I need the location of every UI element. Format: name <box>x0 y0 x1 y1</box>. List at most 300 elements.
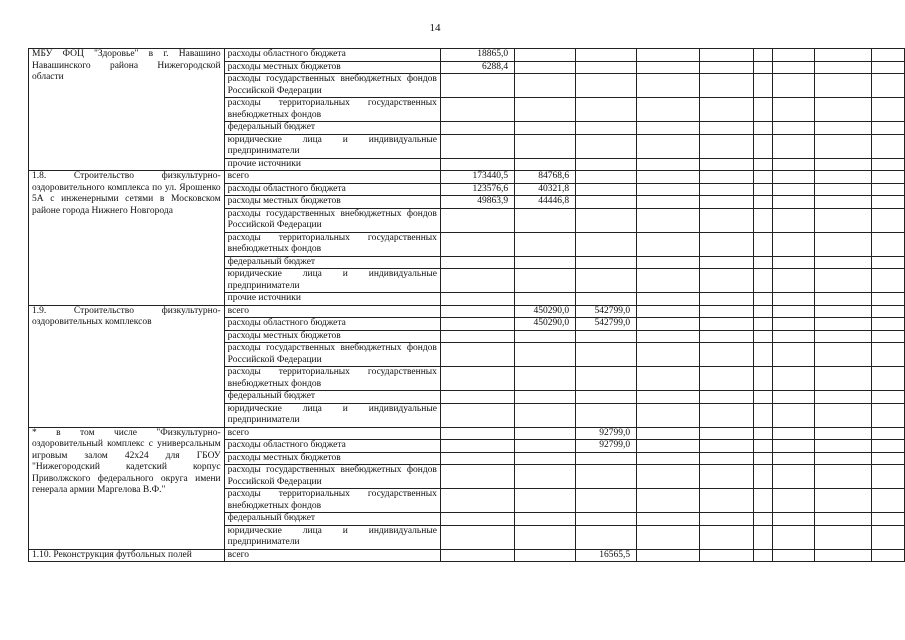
value-cell <box>773 452 815 465</box>
value-cell <box>872 465 905 489</box>
value-cell <box>753 74 772 98</box>
value-cell <box>815 403 872 427</box>
value-cell <box>699 452 753 465</box>
value-cell <box>773 61 815 74</box>
value-cell <box>773 330 815 343</box>
value-cell <box>872 232 905 256</box>
value-cell <box>699 61 753 74</box>
table-row <box>29 549 905 562</box>
value-cell <box>753 269 772 293</box>
value-cell <box>576 525 637 549</box>
value-cell <box>576 208 637 232</box>
value-cell <box>637 256 700 269</box>
value-cell <box>515 134 576 158</box>
value-cell <box>440 134 514 158</box>
table-row <box>29 305 905 318</box>
value-cell <box>773 134 815 158</box>
funding-source-cell: прочие источники <box>224 158 440 171</box>
value-cell <box>753 391 772 404</box>
table-row <box>29 49 905 62</box>
funding-source-cell: расходы местных бюджетов <box>224 330 440 343</box>
value-cell: 49863,9 <box>440 196 514 209</box>
value-cell <box>815 465 872 489</box>
value-cell <box>872 391 905 404</box>
value-cell <box>440 293 514 306</box>
value-cell <box>576 465 637 489</box>
value-cell <box>753 403 772 427</box>
value-cell <box>773 208 815 232</box>
funding-source-cell: расходы государственных внебюджетных фондов Российской Федерации <box>224 465 440 489</box>
value-cell <box>699 171 753 184</box>
value-cell <box>815 367 872 391</box>
value-cell <box>699 134 753 158</box>
value-cell <box>637 525 700 549</box>
value-cell: 6288,4 <box>440 61 514 74</box>
value-cell <box>753 98 772 122</box>
value-cell <box>440 269 514 293</box>
value-cell <box>440 232 514 256</box>
value-cell <box>815 452 872 465</box>
funding-source-cell: расходы территориальных государственных внебюджетных фондов <box>224 232 440 256</box>
value-cell <box>576 122 637 135</box>
value-cell <box>576 74 637 98</box>
value-cell <box>872 330 905 343</box>
value-cell <box>637 134 700 158</box>
value-cell <box>753 134 772 158</box>
value-cell <box>515 61 576 74</box>
value-cell <box>637 208 700 232</box>
value-cell: 173440,5 <box>440 171 514 184</box>
value-cell <box>515 367 576 391</box>
value-cell <box>815 232 872 256</box>
value-cell <box>773 513 815 526</box>
value-cell <box>637 440 700 453</box>
value-cell <box>576 49 637 62</box>
value-cell <box>699 367 753 391</box>
value-cell <box>440 440 514 453</box>
value-cell <box>815 427 872 440</box>
value-cell <box>515 549 576 562</box>
value-cell <box>773 525 815 549</box>
value-cell <box>637 513 700 526</box>
funding-source-cell: юридические лица и индивидуальные предприниматели <box>224 269 440 293</box>
value-cell <box>815 549 872 562</box>
value-cell <box>773 305 815 318</box>
value-cell <box>773 269 815 293</box>
value-cell <box>637 403 700 427</box>
table-row <box>29 427 905 440</box>
value-cell <box>440 489 514 513</box>
value-cell <box>515 269 576 293</box>
value-cell <box>576 171 637 184</box>
value-cell <box>872 305 905 318</box>
funding-source-cell: всего <box>224 427 440 440</box>
value-cell <box>440 525 514 549</box>
value-cell <box>637 318 700 331</box>
value-cell <box>872 403 905 427</box>
value-cell <box>699 98 753 122</box>
value-cell <box>815 171 872 184</box>
value-cell <box>773 465 815 489</box>
value-cell <box>815 330 872 343</box>
value-cell <box>576 403 637 427</box>
value-cell <box>515 427 576 440</box>
object-name-cell: МБУ ФОЦ "Здоровье" в г. Навашино Навашинского района Нижегородской области <box>29 49 225 171</box>
value-cell <box>872 440 905 453</box>
value-cell <box>872 525 905 549</box>
value-cell <box>699 158 753 171</box>
value-cell <box>637 171 700 184</box>
value-cell <box>440 98 514 122</box>
value-cell <box>872 318 905 331</box>
value-cell <box>637 183 700 196</box>
value-cell <box>773 489 815 513</box>
value-cell <box>815 158 872 171</box>
value-cell: 92799,0 <box>576 440 637 453</box>
value-cell <box>440 305 514 318</box>
value-cell <box>773 318 815 331</box>
value-cell <box>515 208 576 232</box>
value-cell <box>753 232 772 256</box>
value-cell <box>872 98 905 122</box>
value-cell <box>815 293 872 306</box>
budget-table <box>28 48 905 562</box>
value-cell <box>637 293 700 306</box>
page-number: 14 <box>429 22 441 34</box>
funding-source-cell: расходы областного бюджета <box>224 318 440 331</box>
value-cell <box>753 330 772 343</box>
value-cell <box>637 343 700 367</box>
value-cell: 44446,8 <box>515 196 576 209</box>
funding-source-cell: расходы государственных внебюджетных фондов Российской Федерации <box>224 208 440 232</box>
value-cell <box>637 465 700 489</box>
value-cell <box>576 134 637 158</box>
value-cell <box>515 49 576 62</box>
value-cell <box>753 49 772 62</box>
value-cell <box>637 74 700 98</box>
value-cell <box>699 208 753 232</box>
value-cell <box>699 49 753 62</box>
value-cell <box>753 293 772 306</box>
value-cell <box>753 440 772 453</box>
value-cell <box>815 318 872 331</box>
value-cell <box>515 440 576 453</box>
funding-source-cell: расходы государственных внебюджетных фондов Российской Федерации <box>224 74 440 98</box>
value-cell <box>699 343 753 367</box>
value-cell <box>440 208 514 232</box>
value-cell <box>515 98 576 122</box>
value-cell <box>699 489 753 513</box>
value-cell <box>872 134 905 158</box>
funding-source-cell: расходы областного бюджета <box>224 49 440 62</box>
value-cell <box>773 158 815 171</box>
value-cell <box>440 330 514 343</box>
value-cell <box>872 489 905 513</box>
value-cell <box>753 427 772 440</box>
value-cell <box>699 525 753 549</box>
value-cell <box>773 122 815 135</box>
value-cell <box>773 232 815 256</box>
value-cell <box>515 465 576 489</box>
value-cell <box>773 427 815 440</box>
value-cell <box>440 318 514 331</box>
value-cell <box>637 330 700 343</box>
value-cell <box>699 440 753 453</box>
value-cell <box>753 208 772 232</box>
value-cell: 84768,6 <box>515 171 576 184</box>
value-cell <box>753 318 772 331</box>
value-cell <box>515 452 576 465</box>
value-cell: 542799,0 <box>576 305 637 318</box>
value-cell <box>576 183 637 196</box>
value-cell <box>699 513 753 526</box>
value-cell <box>637 427 700 440</box>
funding-source-cell: расходы местных бюджетов <box>224 61 440 74</box>
value-cell <box>872 256 905 269</box>
funding-source-cell: расходы государственных внебюджетных фондов Российской Федерации <box>224 343 440 367</box>
value-cell <box>699 74 753 98</box>
funding-source-cell: расходы территориальных государственных внебюджетных фондов <box>224 367 440 391</box>
value-cell <box>637 269 700 293</box>
value-cell <box>872 196 905 209</box>
value-cell <box>872 367 905 391</box>
value-cell <box>637 549 700 562</box>
value-cell <box>440 256 514 269</box>
value-cell <box>699 256 753 269</box>
funding-source-cell: федеральный бюджет <box>224 513 440 526</box>
funding-source-cell: всего <box>224 549 440 562</box>
value-cell <box>576 343 637 367</box>
value-cell <box>576 256 637 269</box>
value-cell <box>753 525 772 549</box>
value-cell <box>753 305 772 318</box>
value-cell: 450290,0 <box>515 318 576 331</box>
value-cell <box>872 74 905 98</box>
value-cell <box>815 343 872 367</box>
value-cell <box>753 158 772 171</box>
funding-source-cell: расходы территориальных государственных внебюджетных фондов <box>224 98 440 122</box>
value-cell <box>637 391 700 404</box>
value-cell <box>637 98 700 122</box>
value-cell: 450290,0 <box>515 305 576 318</box>
funding-source-cell: всего <box>224 171 440 184</box>
value-cell <box>872 171 905 184</box>
value-cell <box>872 61 905 74</box>
object-name-cell: 1.8. Строительство физкультурно-оздоровительного комплекса по ул. Ярошенко 5А с инженерными сетями в Московском районе города Нижнего Новгорода <box>29 171 225 306</box>
funding-source-cell: юридические лица и индивидуальные предприниматели <box>224 525 440 549</box>
value-cell <box>872 427 905 440</box>
value-cell <box>576 158 637 171</box>
funding-source-cell: юридические лица и индивидуальные предприниматели <box>224 403 440 427</box>
value-cell <box>637 61 700 74</box>
value-cell <box>637 232 700 256</box>
object-name-cell: * в том числе "Физкультурно-оздоровительный комплекс с универсальным игровым залом 42х24 для ГБОУ "Нижегородский кадетский корпус Приволжского федерального округа имени генерала армии Маргелова В.Ф." <box>29 427 225 549</box>
value-cell: 542799,0 <box>576 318 637 331</box>
value-cell <box>753 61 772 74</box>
value-cell <box>773 440 815 453</box>
value-cell <box>753 489 772 513</box>
value-cell <box>815 489 872 513</box>
funding-source-cell: прочие источники <box>224 293 440 306</box>
funding-source-cell: расходы областного бюджета <box>224 183 440 196</box>
value-cell <box>753 367 772 391</box>
value-cell <box>815 269 872 293</box>
value-cell <box>576 452 637 465</box>
value-cell <box>815 122 872 135</box>
value-cell <box>815 49 872 62</box>
value-cell <box>773 343 815 367</box>
value-cell <box>815 98 872 122</box>
value-cell <box>815 134 872 158</box>
value-cell <box>872 513 905 526</box>
value-cell <box>637 489 700 513</box>
value-cell <box>576 391 637 404</box>
value-cell <box>699 403 753 427</box>
value-cell <box>753 452 772 465</box>
value-cell <box>773 403 815 427</box>
value-cell <box>699 305 753 318</box>
value-cell <box>699 391 753 404</box>
value-cell <box>440 427 514 440</box>
value-cell <box>576 196 637 209</box>
value-cell <box>515 343 576 367</box>
value-cell <box>637 122 700 135</box>
value-cell <box>753 171 772 184</box>
value-cell <box>637 305 700 318</box>
value-cell <box>576 61 637 74</box>
value-cell <box>440 549 514 562</box>
funding-source-cell: федеральный бюджет <box>224 391 440 404</box>
value-cell <box>515 403 576 427</box>
value-cell: 123576,6 <box>440 183 514 196</box>
value-cell <box>699 269 753 293</box>
funding-source-cell: расходы местных бюджетов <box>224 452 440 465</box>
value-cell <box>773 549 815 562</box>
value-cell <box>872 343 905 367</box>
value-cell <box>637 49 700 62</box>
value-cell <box>773 367 815 391</box>
value-cell <box>576 232 637 256</box>
value-cell <box>773 183 815 196</box>
value-cell <box>815 196 872 209</box>
value-cell <box>515 158 576 171</box>
value-cell <box>872 208 905 232</box>
value-cell <box>773 196 815 209</box>
value-cell <box>872 49 905 62</box>
value-cell <box>872 269 905 293</box>
value-cell <box>815 525 872 549</box>
value-cell <box>440 74 514 98</box>
value-cell <box>872 158 905 171</box>
value-cell <box>699 196 753 209</box>
object-name-cell: 1.10. Реконструкция футбольных полей <box>29 549 225 562</box>
value-cell <box>637 367 700 391</box>
value-cell <box>753 513 772 526</box>
value-cell: 92799,0 <box>576 427 637 440</box>
value-cell <box>699 122 753 135</box>
value-cell <box>753 465 772 489</box>
value-cell <box>773 49 815 62</box>
value-cell <box>699 549 753 562</box>
value-cell <box>773 293 815 306</box>
value-cell: 40321,8 <box>515 183 576 196</box>
value-cell <box>753 122 772 135</box>
value-cell <box>440 391 514 404</box>
value-cell <box>515 232 576 256</box>
value-cell: 18865,0 <box>440 49 514 62</box>
funding-source-cell: расходы территориальных государственных внебюджетных фондов <box>224 489 440 513</box>
value-cell <box>440 513 514 526</box>
value-cell <box>753 343 772 367</box>
value-cell <box>815 183 872 196</box>
value-cell <box>515 74 576 98</box>
value-cell <box>576 98 637 122</box>
value-cell <box>576 513 637 526</box>
value-cell <box>815 61 872 74</box>
value-cell <box>515 256 576 269</box>
value-cell <box>440 465 514 489</box>
value-cell <box>815 208 872 232</box>
value-cell <box>699 293 753 306</box>
value-cell <box>872 183 905 196</box>
value-cell <box>515 513 576 526</box>
value-cell <box>515 489 576 513</box>
value-cell <box>699 318 753 331</box>
value-cell <box>576 269 637 293</box>
value-cell <box>872 549 905 562</box>
value-cell <box>515 293 576 306</box>
value-cell <box>440 158 514 171</box>
value-cell <box>753 183 772 196</box>
value-cell <box>815 513 872 526</box>
value-cell <box>815 305 872 318</box>
value-cell <box>440 403 514 427</box>
value-cell <box>753 256 772 269</box>
value-cell <box>637 452 700 465</box>
value-cell <box>515 391 576 404</box>
funding-source-cell: расходы местных бюджетов <box>224 196 440 209</box>
funding-source-cell: расходы областного бюджета <box>224 440 440 453</box>
value-cell <box>576 489 637 513</box>
funding-source-cell: федеральный бюджет <box>224 122 440 135</box>
value-cell <box>440 343 514 367</box>
funding-source-cell: всего <box>224 305 440 318</box>
value-cell <box>872 293 905 306</box>
value-cell <box>699 232 753 256</box>
value-cell <box>515 122 576 135</box>
funding-source-cell: федеральный бюджет <box>224 256 440 269</box>
value-cell <box>773 74 815 98</box>
funding-source-cell: юридические лица и индивидуальные предприниматели <box>224 134 440 158</box>
value-cell <box>699 183 753 196</box>
value-cell <box>815 391 872 404</box>
value-cell <box>637 196 700 209</box>
object-name-cell: 1.9. Строительство физкультурно-оздоровительных комплексов <box>29 305 225 427</box>
value-cell <box>576 330 637 343</box>
value-cell <box>773 171 815 184</box>
value-cell <box>440 122 514 135</box>
value-cell <box>815 256 872 269</box>
value-cell <box>773 256 815 269</box>
value-cell <box>699 465 753 489</box>
value-cell <box>576 293 637 306</box>
value-cell <box>699 330 753 343</box>
value-cell: 16565,5 <box>576 549 637 562</box>
table-row <box>29 171 905 184</box>
value-cell <box>515 525 576 549</box>
value-cell <box>440 452 514 465</box>
value-cell <box>515 330 576 343</box>
